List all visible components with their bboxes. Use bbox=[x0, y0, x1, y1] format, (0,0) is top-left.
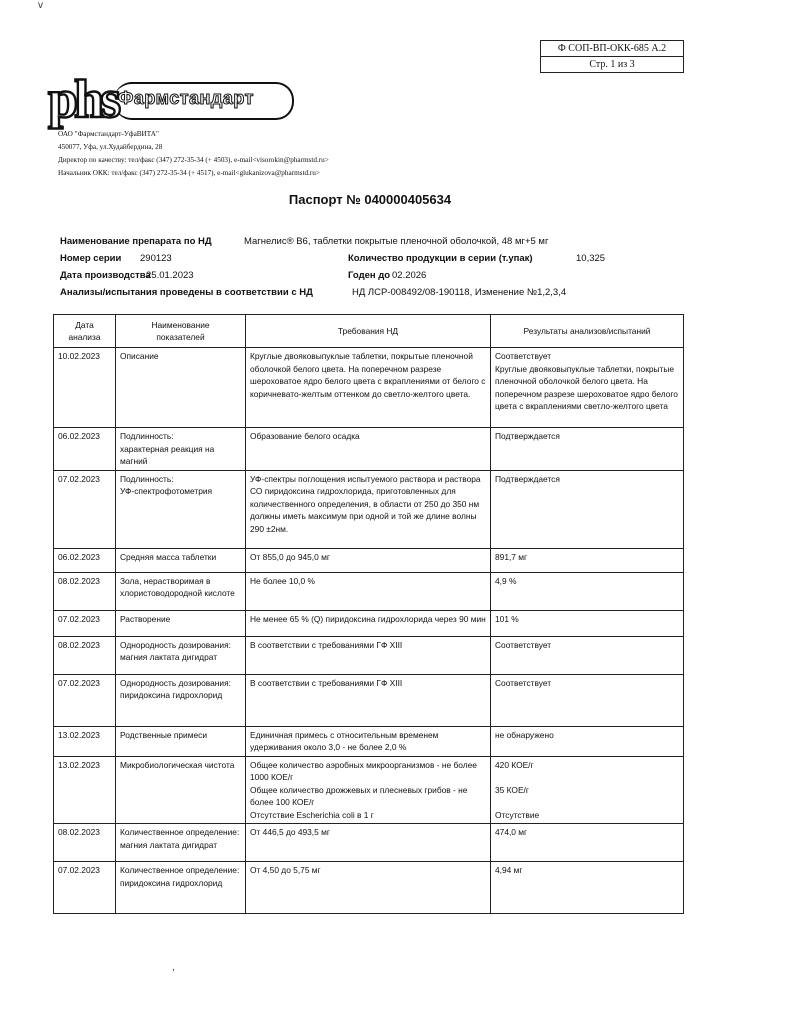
cell-indicator: Зола, нерастворимая в хлористоводородной кислоте bbox=[116, 572, 246, 610]
header-requirements: Требования НД bbox=[246, 315, 491, 348]
cell-indicator: Подлинность: УФ-спектрофотометрия bbox=[116, 470, 246, 548]
production-date-label: Дата производства bbox=[60, 270, 151, 281]
stray-mark: , bbox=[172, 962, 175, 973]
logo-name: Фармстандарт bbox=[118, 88, 254, 108]
cell-indicator: Однородность дозирования: пиридоксина гидрохлорид bbox=[116, 674, 246, 726]
cell-date: 08.02.2023 bbox=[54, 572, 116, 610]
header-results: Результаты анализов/испытаний bbox=[491, 315, 684, 348]
cell-requirement: От 855,0 до 945,0 мг bbox=[246, 548, 491, 572]
cell-date: 06.02.2023 bbox=[54, 548, 116, 572]
table-row bbox=[54, 636, 684, 674]
cell-indicator: Родственные примеси bbox=[116, 726, 246, 756]
cell-date: 08.02.2023 bbox=[54, 636, 116, 674]
header-date: Дата анализа bbox=[54, 315, 116, 348]
results-table bbox=[53, 314, 684, 914]
cell-indicator: Однородность дозирования: магния лактата дигидрат bbox=[116, 636, 246, 674]
cell-indicator: Растворение bbox=[116, 610, 246, 636]
cell-requirement: Образование белого осадка bbox=[246, 428, 491, 471]
cell-indicator: Описание bbox=[116, 348, 246, 428]
stray-mark: v bbox=[38, 0, 43, 11]
cell-requirement: УФ-спектры поглощения испытуемого раствора и раствора СО пиридоксина гидрохлорида, приготовленных для количественного определения, в области от 250 до 350 нм должны иметь максимум при одной и той же длине волны 290 ±2нм. bbox=[246, 470, 491, 548]
cell-date: 10.02.2023 bbox=[54, 348, 116, 428]
table-row bbox=[54, 862, 684, 914]
quality-director-contact: Директор по качеству: тел/факс (347) 272-35-34 (+ 4503), e-mail<visorokin@pharmstd.ru> bbox=[58, 156, 329, 164]
cell-date: 07.02.2023 bbox=[54, 674, 116, 726]
cell-requirement: В соответствии с требованиями ГФ XIII bbox=[246, 636, 491, 674]
cell-result: Подтверждается bbox=[491, 428, 684, 471]
analysis-standard-value: НД ЛСР-008492/08-190118, Изменение №1,2,3,4 bbox=[352, 287, 567, 298]
cell-date: 13.02.2023 bbox=[54, 756, 116, 824]
product-value: Магнелис® В6, таблетки покрытые пленочной оболочкой, 48 мг+5 мг bbox=[244, 236, 549, 247]
table-row bbox=[54, 610, 684, 636]
cell-result: 474,0 мг bbox=[491, 824, 684, 862]
table-row bbox=[54, 726, 684, 756]
table-row bbox=[54, 824, 684, 862]
cell-requirement: Круглые двояковыпуклые таблетки, покрытые пленочной оболочкой белого цвета. На поперечном разрезе шероховатое ядро белого цвета с вкраплениями от белого с коричневато-желтым оттенком до светло-желтого цвета. bbox=[246, 348, 491, 428]
cell-result: 891,7 мг bbox=[491, 548, 684, 572]
header-indicator: Наименование показателей bbox=[116, 315, 246, 348]
cell-requirement: Общее количество аэробных микроорганизмов - не более 1000 КОЕ/г Общее количество дрожжевых и плесневых грибов - не более 100 КОЕ/г Отсутствие Escherichia coli в 1 г bbox=[246, 756, 491, 824]
cell-indicator: Микробиологическая чистота bbox=[116, 756, 246, 824]
table-row bbox=[54, 674, 684, 726]
cell-date: 08.02.2023 bbox=[54, 824, 116, 862]
cell-result: 4,9 % bbox=[491, 572, 684, 610]
cell-date: 13.02.2023 bbox=[54, 726, 116, 756]
cell-result: 101 % bbox=[491, 610, 684, 636]
cell-indicator: Количественное определение: магния лактата дигидрат bbox=[116, 824, 246, 862]
company-name: ОАО "Фармстандарт-УфаВИТА" bbox=[58, 130, 159, 138]
company-address: 450077, Уфа, ул.Худайбердина, 28 bbox=[58, 143, 163, 151]
document-code: Ф СОП-ВП-ОКК-685 А.2 bbox=[557, 43, 667, 54]
cell-date: 06.02.2023 bbox=[54, 428, 116, 471]
table-row bbox=[54, 470, 684, 548]
cell-result: 420 КОЕ/г 35 КОЕ/г Отсутствие bbox=[491, 756, 684, 824]
table-row bbox=[54, 756, 684, 824]
cell-requirement: От 4,50 до 5,75 мг bbox=[246, 862, 491, 914]
cell-requirement: От 446,5 до 493,5 мг bbox=[246, 824, 491, 862]
expiry-value: 02.2026 bbox=[392, 270, 427, 281]
page-title: Паспорт № 040000405634 bbox=[288, 192, 452, 207]
table-row bbox=[54, 572, 684, 610]
cell-requirement: Не более 10,0 % bbox=[246, 572, 491, 610]
document-code-box bbox=[540, 40, 684, 73]
cell-date: 07.02.2023 bbox=[54, 470, 116, 548]
cell-date: 07.02.2023 bbox=[54, 610, 116, 636]
cell-date: 07.02.2023 bbox=[54, 862, 116, 914]
cell-result: Соответствует Круглые двояковыпуклые таблетки, покрытые пленочной оболочкой белого цвета. На поперечном разрезе шероховатое ядро белого цвета с вкраплениями светло-желтого цвета bbox=[491, 348, 684, 428]
cell-indicator: Средняя масса таблетки bbox=[116, 548, 246, 572]
quantity-value: 10,325 bbox=[576, 253, 606, 264]
cell-indicator: Подлинность: характерная реакция на магний bbox=[116, 428, 246, 471]
company-info bbox=[58, 128, 329, 180]
production-date-value: 25.01.2023 bbox=[146, 270, 194, 281]
cell-requirement: Единичная примесь с относительным временем удерживания около 3,0 - не более 2,0 % bbox=[246, 726, 491, 756]
qc-head-contact: Начальник ОКК: тел/факс (347) 272-35-34 (+ 4517), e-mail<glukanizova@pharmstd.ru> bbox=[58, 169, 320, 177]
cell-result: Соответствует bbox=[491, 636, 684, 674]
quantity-label: Количество продукции в серии (т.упак) bbox=[348, 253, 533, 264]
table-row bbox=[54, 348, 684, 428]
analysis-standard-label: Анализы/испытания проведены в соответствии с НД bbox=[60, 287, 313, 298]
cell-result: не обнаружено bbox=[491, 726, 684, 756]
page-number: Стр. 1 из 3 bbox=[541, 56, 683, 72]
cell-indicator: Количественное определение: пиридоксина гидрохлорид bbox=[116, 862, 246, 914]
cell-result: Подтверждается bbox=[491, 470, 684, 548]
table-row bbox=[54, 428, 684, 471]
product-label: Наименование препарата по НД bbox=[60, 236, 212, 247]
series-label: Номер серии bbox=[60, 253, 122, 264]
cell-requirement: Не менее 65 % (Q) пиридоксина гидрохлорида через 90 мин bbox=[246, 610, 491, 636]
cell-result: 4,94 мг bbox=[491, 862, 684, 914]
expiry-label: Годен до bbox=[348, 270, 391, 281]
company-logo bbox=[48, 69, 254, 129]
cell-requirement: В соответствии с требованиями ГФ XIII bbox=[246, 674, 491, 726]
table-header-row bbox=[54, 315, 684, 348]
cell-result: Соответствует bbox=[491, 674, 684, 726]
table-row bbox=[54, 548, 684, 572]
series-value: 290123 bbox=[140, 253, 172, 264]
logo-mark: phs bbox=[48, 69, 118, 129]
